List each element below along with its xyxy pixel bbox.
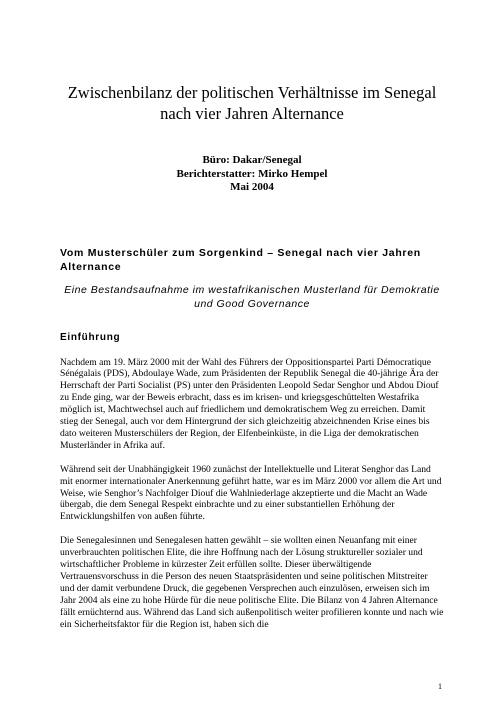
- page-number: 1: [438, 682, 442, 691]
- body-paragraph-2: Während seit der Unabhängigkeit 1960 zunächst der Intellektuelle und Literat Senghor das Land mit enormer internationaler Anerkennung geführt hatte, war es im März 2000 vor allem die Art und Weise, wie Senghor’s Nachfolger Diouf die Wahlniederlage akzeptierte und die Macht an Wade übergab, die dem Senegal Respekt einbrachte und zu einer substantiellen Erhöhung der Entwicklungshilfen von außen führte.: [60, 463, 442, 523]
- subheading-line-2: und Good Governance: [194, 297, 310, 310]
- section-title: Einführung: [60, 331, 121, 343]
- main-heading: Vom Musterschüler zum Sorgenkind – Senegal nach vier Jahren Alternance: [60, 246, 421, 273]
- title-line-1: Zwischenbilanz der politischen Verhältnisse im Senegal: [67, 83, 437, 102]
- office-line: Büro: Dakar/Senegal: [202, 154, 302, 166]
- subheading-line-1: Eine Bestandsaufnahme im westafrikanischen Musterland für Demokratie: [64, 283, 440, 296]
- body-paragraph-3: Die Senegalesinnen und Senegalesen hatten gewählt – sie wollten einen Neuanfang mit einer unverbrauchten politischen Elite, die ihre Hoffnung nach der Lösung struktureller sozialer und wirtschaftlicher Probleme in kürzester Zeit erfüllen sollte. Dieser überwältigende Vertrauensvorschuss in die Person des neuen Staatspräsidenten und seine politischen Mitstreiter und der damit verbundene Druck, die gegebenen Versprechen auch einzulösen, erweisen sich im Jahr 2004 als eine zu hohe Hürde für die neue politische Elite. Die Bilanz von 4 Jahren Alternance fällt ernüchternd aus. Während das Land sich außenpolitisch weiter profilieren konnte und nach wie ein Sicherheitsfaktor für die Region ist, haben sich die: [60, 535, 444, 630]
- document-title: [60, 82, 444, 124]
- report-metadata: [60, 154, 444, 195]
- date-line: Mai 2004: [230, 181, 274, 193]
- title-line-2: nach vier Jahren Alternance: [160, 104, 344, 123]
- body-paragraph-1: Nachdem am 19. März 2000 mit der Wahl des Führers der Oppositionspartei Parti Démocratique Sénégalais (PDS), Abdoulaye Wade, zum Präsidenten der Republik Senegal die 40-jährige Ära der Herrschaft der Parti Socialist (PS) unter den Präsidenten Leopold Sedar Senghor und Abdou Diouf zu Ende ging, war der Beweis erbracht, dass es im krisen- und kriegsgeschüttelten Westafrika möglich ist, Machtwechsel auch auf friedlichem und demokratischem Weg zu erreichen. Damit stieg der Senegal, auch vor dem Hintergrund der sich gleichzeitig abzeichnenden Krise eines bis dato weiteren Musterschülers der Region, der Elfenbeinküste, in die Liga der demokratischen Musterländer in Afrika auf.: [60, 356, 439, 451]
- reporter-line: Berichterstatter: Mirko Hempel: [176, 167, 328, 180]
- subheading: [60, 283, 444, 311]
